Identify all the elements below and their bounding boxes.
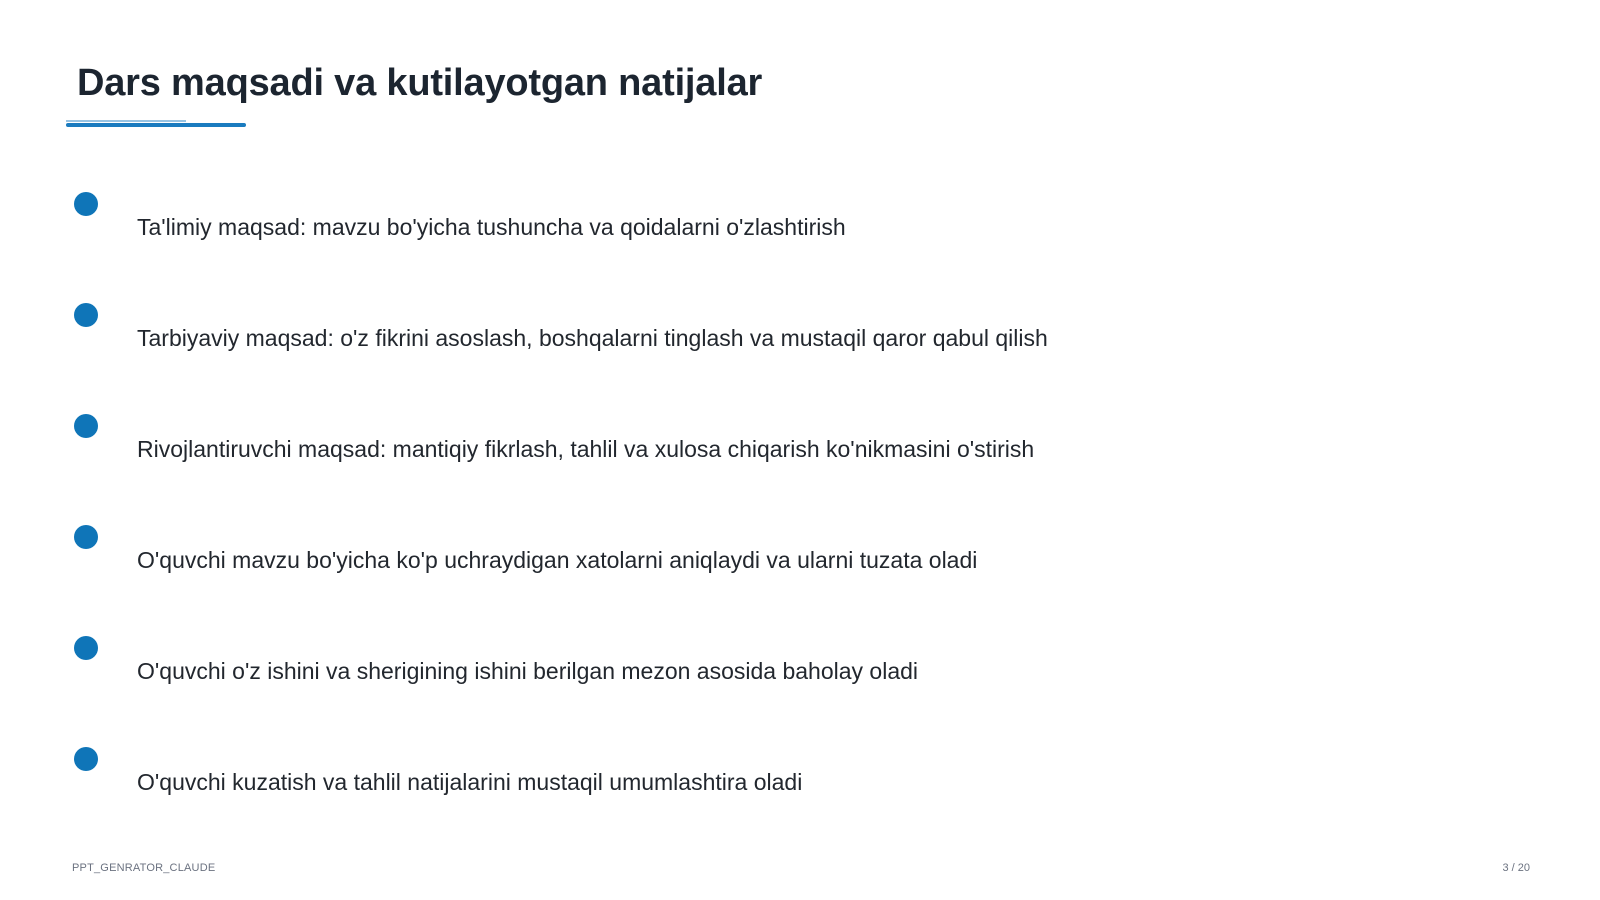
bullet-text: O'quvchi mavzu bo'yicha ko'p uchraydigan xatolarni aniqlaydi va ularni tuzata oladi: [137, 547, 978, 573]
bullet-text: Tarbiyaviy maqsad: o'z fikrini asoslash, boshqalarni tinglash va mustaqil qaror qabul qilish: [137, 325, 1048, 351]
bullet-text: O'quvchi kuzatish va tahlil natijalarini mustaqil umumlashtira oladi: [137, 769, 803, 795]
bullet-dot-icon: [74, 747, 98, 771]
bullet-dot-icon: [74, 636, 98, 660]
list-item: [0, 525, 1600, 605]
list-item: [0, 636, 1600, 716]
slide-title: Dars maqsadi va kutilayotgan natijalar: [77, 62, 763, 104]
bullet-text: Rivojlantiruvchi maqsad: mantiqiy fikrlash, tahlil va xulosa chiqarish ko'nikmasini o'stirish: [137, 436, 1035, 462]
bullet-dot-icon: [74, 414, 98, 438]
bullet-text: O'quvchi o'z ishini va sherigining ishini berilgan mezon asosida baholay oladi: [137, 658, 919, 684]
bullet-dot-icon: [74, 192, 98, 216]
list-item: [0, 303, 1600, 383]
bullet-dot-icon: [74, 525, 98, 549]
footer-source: PPT_GENRATOR_CLAUDE: [72, 862, 216, 874]
bullet-text: Ta'limiy maqsad: mavzu bo'yicha tushuncha va qoidalarni o'zlashtirish: [137, 214, 846, 240]
list-item: [0, 414, 1600, 494]
page-indicator: 3 / 20: [1502, 862, 1530, 874]
list-item: [0, 747, 1600, 827]
bullet-dot-icon: [74, 303, 98, 327]
list-item: [0, 192, 1600, 272]
